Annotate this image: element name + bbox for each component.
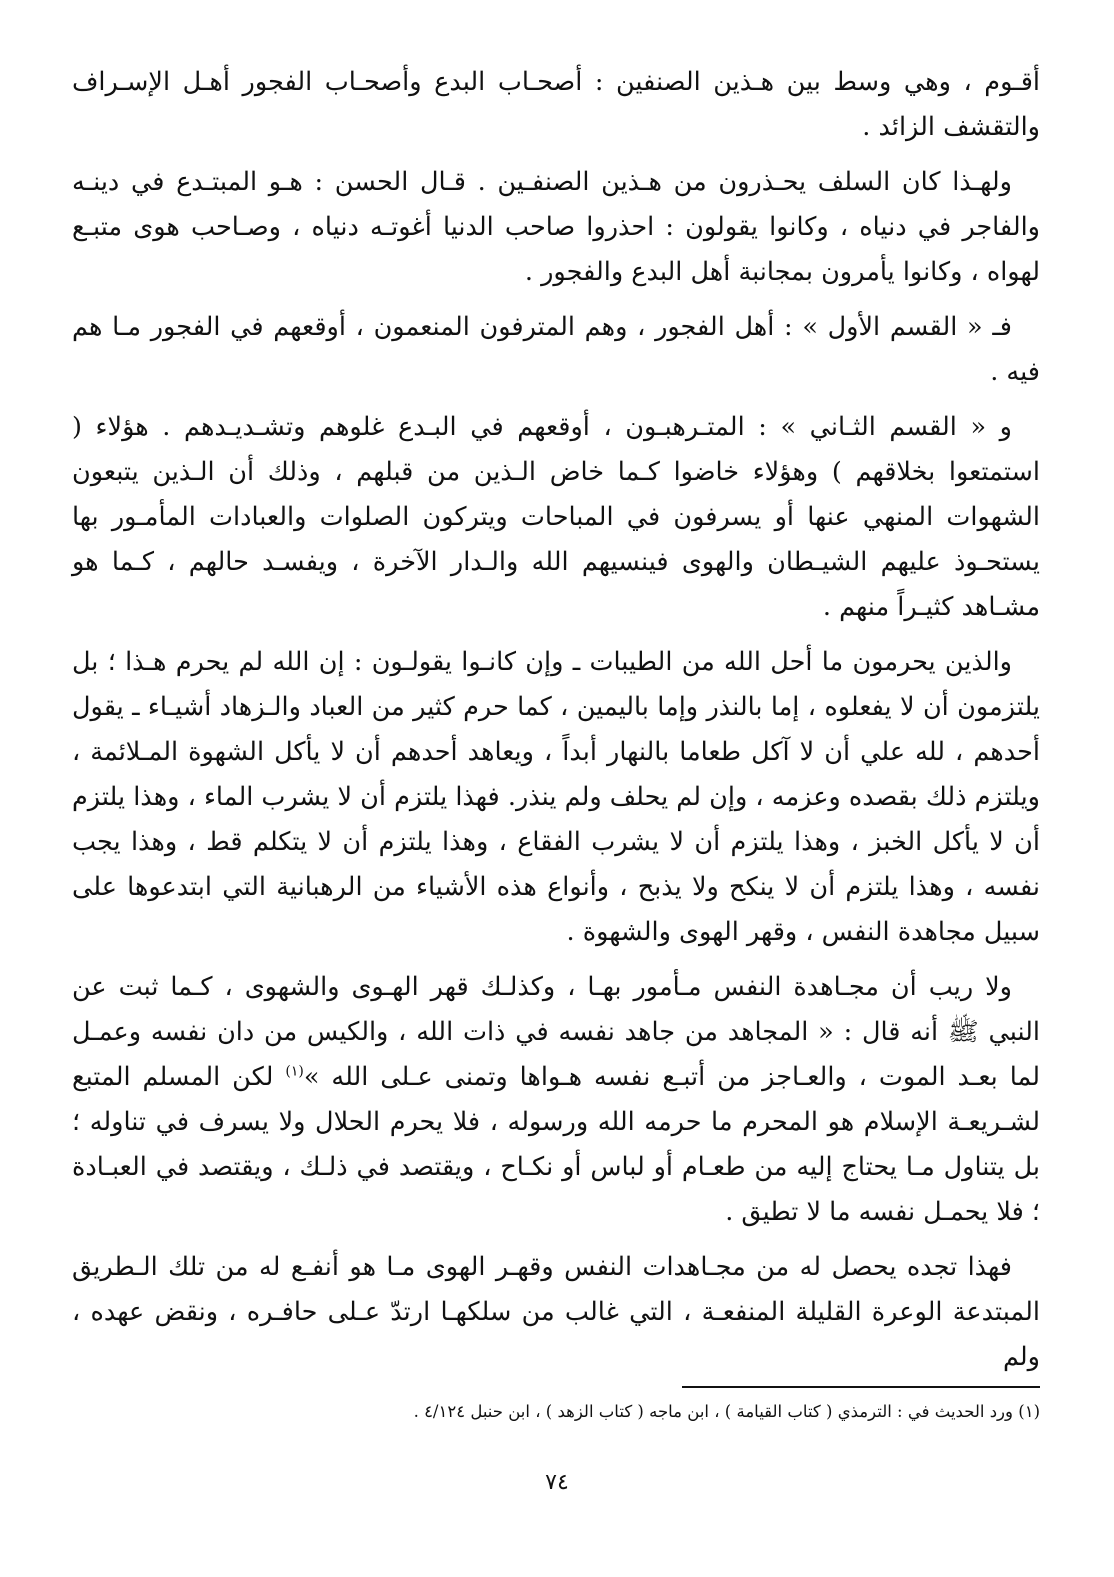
- page-number: ٧٤: [545, 1470, 569, 1495]
- paragraph-6-part-2: لكن المسلم المتبع لشـريعـة الإسلام هو المحرم ما حرمه الله ورسوله ، فلا يحرم الحلال ولا يسرف في تناوله ؛ بل يتناول مـا يحتاج إليه من طعـام أو لباس أو نكـاح ، ويقتصد في ذلـك ، ويقتصد في العبـادة ؛ فلا يحمـل نفسه ما لا تطيق .: [72, 1062, 1040, 1227]
- paragraph-7: فهذا تجده يحصل له من مجـاهدات النفس وقهـر الهوى مـا هو أنفـع له من تلك الـطريق المبتدعة الوعرة القليلة المنفعـة ، التي غالب من سلكهـا ارتدّ عـلى حافـره ، ونقض عهده ، ولم: [72, 1252, 1040, 1372]
- footnote: (١) ورد الحديث في : الترمذي ( كتاب القيامة ) ، ابن ماجه ( كتاب الزهد ) ، ابن حنبل ٤/١٢٤ .: [413, 1402, 1040, 1421]
- footnote-divider: [682, 1386, 1040, 1388]
- paragraph-3: فـ « القسم الأول » : أهل الفجور ، وهم المترفون المنعمون ، أوقعهم في الفجور مـا هم فيه .: [72, 312, 1040, 387]
- paragraph-2: ولهـذا كان السلف يحـذرون من هـذين الصنفـين . قـال الحسن : هـو المبتـدع في دينـه والفاجر في دنياه ، وكانوا يقولون : احذروا صاحب الدنيا أغوتـه دنياه ، وصـاحب هوى متبـع لهواه ، وكانوا يأمرون بمجانبة أهل البدع والفجور .: [72, 167, 1040, 287]
- page-body: [72, 60, 1040, 1390]
- paragraph-4: و « القسم الثـاني » : المتـرهبـون ، أوقعهم في البـدع غلوهم وتشـديـدهم . هؤلاء ( استمتعوا بخلاقهم ) وهؤلاء خاضوا كـما خاض الـذين من قبلهم ، وذلك أن الـذين يتبعون الشهوات المنهي عنها أو يسرفون في المباحات ويتركون الصلوات والعبادات المأمـور بها يستحـوذ عليهم الشيـطان والهوى فينسيهم الله والـدار الآخرة ، ويفسـد حالهم ، كـما هو مشـاهد كثيـراً منهم .: [72, 412, 1040, 622]
- paragraph-6: [72, 965, 1040, 1235]
- footnote-reference: (١): [285, 1063, 304, 1080]
- paragraph-1: أقـوم ، وهي وسط بين هـذين الصنفين : أصحـاب البدع وأصحـاب الفجور أهـل الإسـراف والتقشف الزائد .: [72, 67, 1040, 142]
- paragraph-5: والذين يحرمون ما أحل الله من الطيبات ـ وإن كانـوا يقولـون : إن الله لم يحرم هـذا ؛ بل يلتزمون أن لا يفعلوه ، إما بالنذر وإما باليمين ، كما حرم كثير من العباد والـزهاد أشيـاء ـ يقول أحدهم ، لله علي أن لا آكل طعاما بالنهار أبداً ، ويعاهد أحدهم أن لا يأكل الشهوة المـلائمة ، ويلتزم ذلك بقصده وعزمه ، وإن لم يحلف ولم ينذر. فهذا يلتزم أن لا يشرب الماء ، وهذا يلتزم أن لا يأكل الخبز ، وهذا يلتزم أن لا يشرب الفقاع ، وهذا يلتزم أن لا يتكلم قط ، وهذا يجب نفسه ، وهذا يلتزم أن لا ينكح ولا يذبح ، وأنواع هذه الأشياء من الرهبانية التي ابتدعوها على سبيل مجاهدة النفس ، وقهر الهوى والشهوة .: [72, 647, 1040, 947]
- paragraph-6-part-1: ولا ريب أن مجـاهدة النفس مـأمور بهـا ، وكذلـك قهر الهـوى والشهوى ، كـما ثبت عن النبي ﷺ أنه قال : « المجاهد من جاهد نفسه في ذات الله ، والكيس من دان نفسه وعمـل لما بعـد الموت ، والعـاجز من أتبـع نفسه هـواها وتمنى عـلى الله »: [72, 972, 1040, 1092]
